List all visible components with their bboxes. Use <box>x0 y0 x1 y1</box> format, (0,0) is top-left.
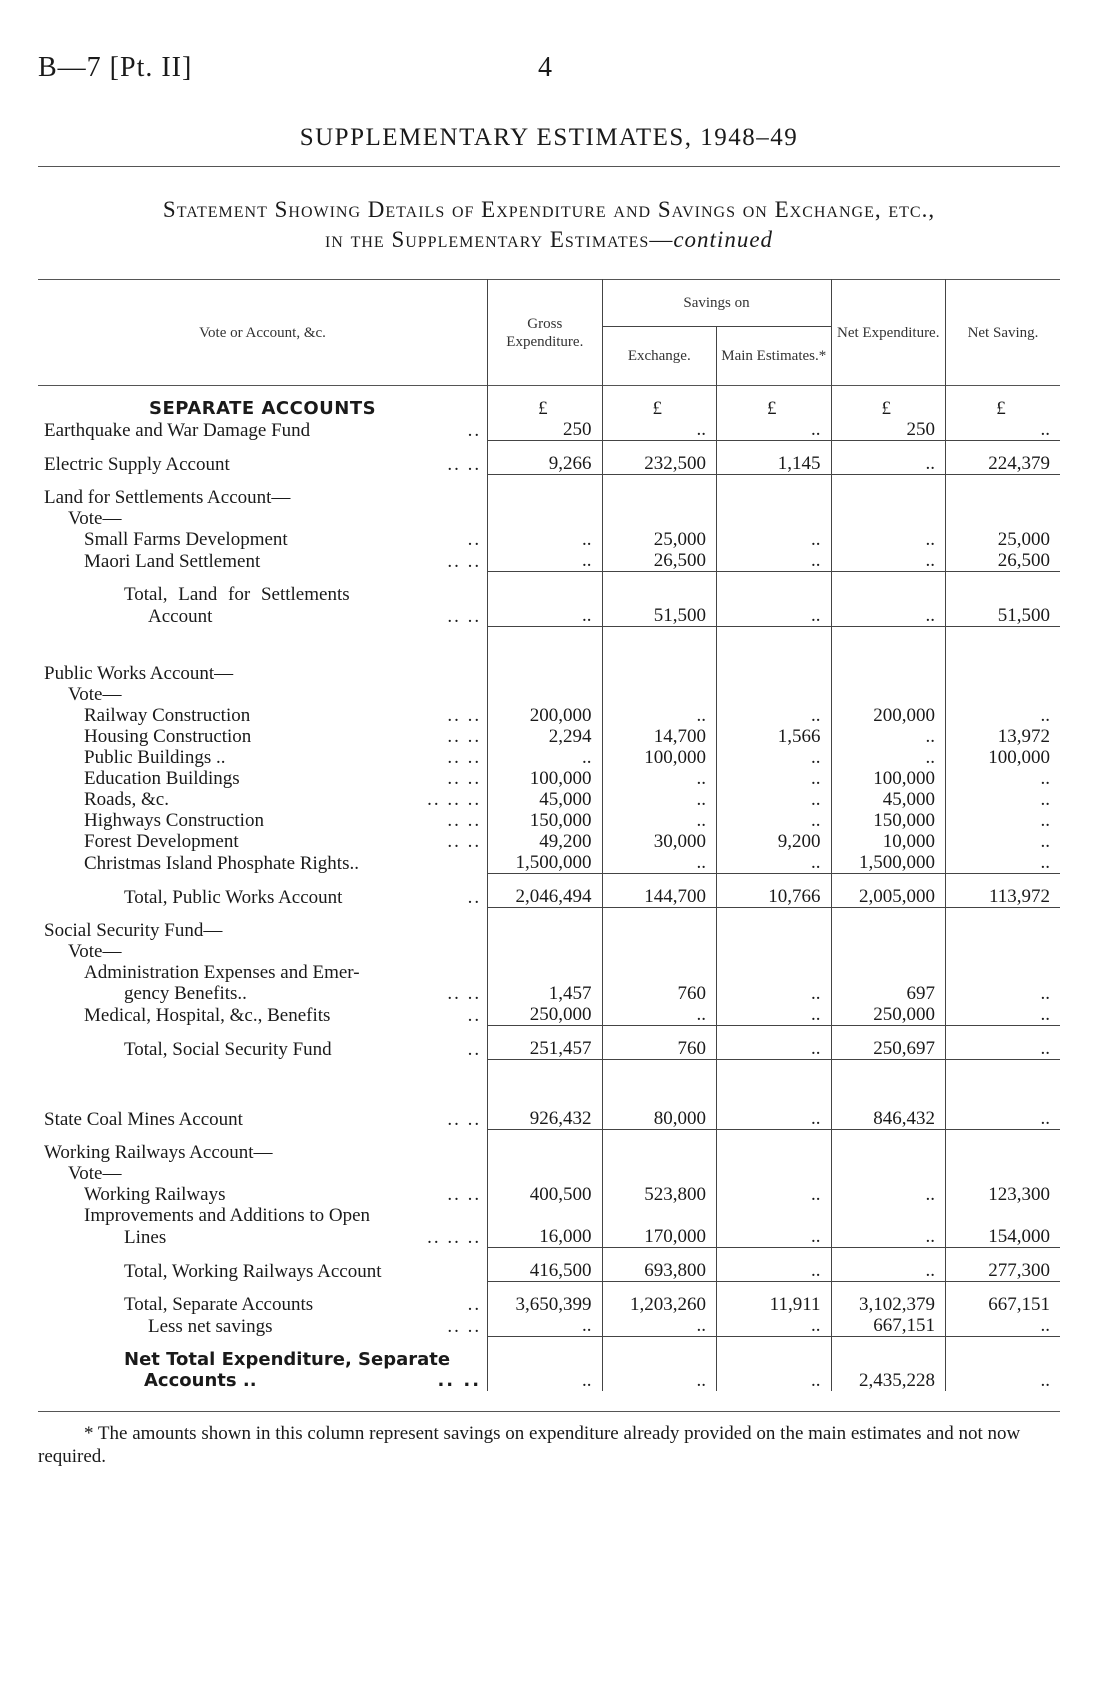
gross-expenditure-cell: 200,000 <box>488 705 602 726</box>
vote-label-row <box>38 684 1060 705</box>
main-estimates-saving-cell: .. <box>717 1370 831 1391</box>
exchange-saving-cell: .. <box>602 419 716 441</box>
main-estimates-saving-cell: .. <box>717 789 831 810</box>
exchange-saving-cell: 523,800 <box>602 1184 716 1205</box>
gross-expenditure-cell: 16,000 <box>488 1226 602 1248</box>
gross-expenditure-cell: 416,500 <box>488 1260 602 1282</box>
gross-expenditure-cell: .. <box>488 550 602 572</box>
leader-dots: .. <box>467 529 482 550</box>
main-estimates-saving-cell: .. <box>717 419 831 441</box>
row-label-cell <box>38 529 488 550</box>
exchange-saving-cell: 232,500 <box>602 453 716 475</box>
exchange-saving-cell: 14,700 <box>602 726 716 747</box>
net-expenditure-cell: 100,000 <box>831 768 945 789</box>
vote-label: Vote— <box>68 684 122 705</box>
table-row <box>38 550 1060 572</box>
exchange-saving-cell: 80,000 <box>602 1108 716 1130</box>
label-row <box>38 1205 1060 1226</box>
row-label-cell <box>38 705 488 726</box>
row-label: Education Buildings <box>84 768 240 789</box>
leader-dots: .. .. <box>447 550 482 572</box>
table-row <box>38 726 1060 747</box>
table-header <box>38 280 1060 386</box>
group-heading-land: Land for Settlements Account— <box>44 487 291 508</box>
row-label-cell <box>38 983 488 1004</box>
gross-expenditure-cell: 251,457 <box>488 1038 602 1060</box>
net-saving-cell: 123,300 <box>945 1184 1060 1205</box>
net-saving-cell: 100,000 <box>945 747 1060 768</box>
table-row <box>38 1184 1060 1205</box>
gross-expenditure-cell: 45,000 <box>488 789 602 810</box>
gross-expenditure-cell: .. <box>488 747 602 768</box>
gross-expenditure-cell: 49,200 <box>488 831 602 852</box>
group-heading-row <box>38 663 1060 684</box>
leader-dots: .. .. <box>447 747 482 768</box>
group-heading-row <box>38 487 1060 508</box>
leader-dots: .. .. <box>447 726 482 747</box>
table-row <box>38 1315 1060 1337</box>
col-main-estimates: Main Estimates.* <box>717 327 831 386</box>
currency-symbol: £ <box>602 398 716 419</box>
main-estimates-saving-cell: .. <box>717 747 831 768</box>
exchange-saving-cell: 25,000 <box>602 529 716 550</box>
gross-expenditure-cell: 926,432 <box>488 1108 602 1130</box>
row-label: Electric Supply Account <box>44 453 230 475</box>
row-label-cell <box>38 1315 488 1337</box>
net-saving-cell: 13,972 <box>945 726 1060 747</box>
row-label: Working Railways <box>84 1184 226 1205</box>
gross-expenditure-cell: 250 <box>488 419 602 441</box>
net-saving-cell: 277,300 <box>945 1260 1060 1282</box>
gross-expenditure-cell: .. <box>488 1370 602 1391</box>
exchange-saving-cell: 170,000 <box>602 1226 716 1248</box>
net-total-label-row <box>38 1349 1060 1370</box>
exchange-saving-cell: 693,800 <box>602 1260 716 1282</box>
main-estimates-saving-cell: .. <box>717 1260 831 1282</box>
row-label: Maori Land Settlement <box>84 550 261 572</box>
net-saving-cell: .. <box>945 1038 1060 1060</box>
currency-symbol: £ <box>945 398 1060 419</box>
exchange-saving-cell: .. <box>602 1004 716 1026</box>
gross-expenditure-cell: 2,046,494 <box>488 886 602 908</box>
group-heading-row <box>38 1142 1060 1163</box>
table-row <box>38 1004 1060 1026</box>
improvements-label: Improvements and Additions to Open <box>84 1205 371 1226</box>
exchange-saving-cell: .. <box>602 768 716 789</box>
row-label: gency Benefits.. <box>124 983 247 1004</box>
vote-label-row <box>38 508 1060 529</box>
row-label-cell <box>38 1108 488 1130</box>
row-label: Total, Separate Accounts <box>124 1294 314 1315</box>
leader-dots: .. .. <box>437 1370 482 1391</box>
row-label: Small Farms Development <box>84 529 288 550</box>
net-saving-cell: .. <box>945 810 1060 831</box>
net-expenditure-cell: .. <box>831 1184 945 1205</box>
leader-dots: .. <box>467 886 482 908</box>
exchange-saving-cell: .. <box>602 705 716 726</box>
leader-dots: .. .. <box>447 705 482 726</box>
main-estimates-saving-cell: .. <box>717 705 831 726</box>
leader-dots: .. .. <box>447 605 482 627</box>
main-estimates-saving-cell: 9,200 <box>717 831 831 852</box>
net-saving-cell: .. <box>945 419 1060 441</box>
net-saving-cell: .. <box>945 1004 1060 1026</box>
currency-symbol: £ <box>717 398 831 419</box>
net-expenditure-cell: 250,697 <box>831 1038 945 1060</box>
main-estimates-saving-cell: .. <box>717 1184 831 1205</box>
expenditure-table <box>38 279 1060 1391</box>
total-land-label-2: Account <box>148 605 213 627</box>
main-estimates-saving-cell: .. <box>717 1108 831 1130</box>
net-saving-cell: 224,379 <box>945 453 1060 475</box>
currency-symbol: £ <box>488 398 602 419</box>
statement-title-line1: Statement Showing Details of Expenditure and Savings on Exchange, etc., <box>162 197 936 222</box>
main-estimates-saving-cell: .. <box>717 529 831 550</box>
vote-label: Vote— <box>68 508 122 529</box>
leader-dots: .. .. <box>447 983 482 1004</box>
row-label: Accounts .. <box>144 1370 257 1391</box>
total-row <box>38 1294 1060 1315</box>
exchange-saving-cell: 26,500 <box>602 550 716 572</box>
net-expenditure-cell: 1,500,000 <box>831 852 945 874</box>
col-vote: Vote or Account, &c. <box>199 324 326 341</box>
total-land-net-saving: 51,500 <box>945 605 1060 627</box>
admin-label: Administration Expenses and Emer- <box>84 962 360 983</box>
main-estimates-saving-cell: 1,566 <box>717 726 831 747</box>
exchange-saving-cell: 144,700 <box>602 886 716 908</box>
group-heading-social-security: Social Security Fund— <box>44 920 223 941</box>
exchange-saving-cell: .. <box>602 1370 716 1391</box>
main-estimates-saving-cell: .. <box>717 550 831 572</box>
row-label-cell <box>38 419 488 441</box>
net-expenditure-cell: 697 <box>831 983 945 1004</box>
net-expenditure-cell: .. <box>831 529 945 550</box>
leader-dots: .. .. .. <box>427 789 482 810</box>
row-label: Public Buildings .. <box>84 747 226 768</box>
exchange-saving-cell: 30,000 <box>602 831 716 852</box>
row-label: Highways Construction <box>84 810 264 831</box>
main-estimates-saving-cell: 1,145 <box>717 453 831 475</box>
total-land-main: .. <box>717 605 831 627</box>
table-row <box>38 453 1060 475</box>
net-saving-cell: 667,151 <box>945 1294 1060 1315</box>
total-row <box>38 886 1060 908</box>
gross-expenditure-cell: 150,000 <box>488 810 602 831</box>
net-expenditure-cell: 250 <box>831 419 945 441</box>
main-estimates-saving-cell: .. <box>717 1038 831 1060</box>
group-heading-working-railways: Working Railways Account— <box>44 1142 273 1163</box>
row-label: Less net savings <box>148 1315 273 1337</box>
row-label-cell <box>38 1038 488 1060</box>
net-expenditure-cell: 3,102,379 <box>831 1294 945 1315</box>
table-row <box>38 419 1060 441</box>
total-row <box>38 1038 1060 1060</box>
leader-dots: .. <box>467 1294 482 1315</box>
row-label-cell <box>38 831 488 852</box>
footnote: * The amounts shown in this column represent savings on expenditure already provided on the main estimates and not now required. <box>38 1411 1060 1468</box>
main-estimates-saving-cell: 10,766 <box>717 886 831 908</box>
table-row <box>38 983 1060 1004</box>
col-net-expenditure: Net Expenditure. <box>831 280 945 386</box>
leader-dots: .. .. <box>447 453 482 475</box>
gross-expenditure-cell: 2,294 <box>488 726 602 747</box>
row-label-cell <box>38 1004 488 1026</box>
net-saving-cell: 26,500 <box>945 550 1060 572</box>
main-estimates-saving-cell: 11,911 <box>717 1294 831 1315</box>
main-estimates-saving-cell: .. <box>717 810 831 831</box>
exchange-saving-cell: 760 <box>602 983 716 1004</box>
net-saving-cell: 113,972 <box>945 886 1060 908</box>
label-row <box>38 962 1060 983</box>
row-label-cell <box>38 453 488 475</box>
row-label-cell <box>38 768 488 789</box>
main-estimates-saving-cell: .. <box>717 1226 831 1248</box>
gross-expenditure-cell: 1,500,000 <box>488 852 602 874</box>
vote-label-row <box>38 941 1060 962</box>
table-row <box>38 768 1060 789</box>
net-expenditure-cell: 10,000 <box>831 831 945 852</box>
row-label-cell <box>38 789 488 810</box>
row-label-cell <box>38 1184 488 1205</box>
statement-title-continued: continued <box>673 227 774 252</box>
exchange-saving-cell: .. <box>602 789 716 810</box>
table-row <box>38 529 1060 550</box>
table-body <box>38 386 1060 1392</box>
row-label-cell <box>38 1294 488 1315</box>
net-saving-cell: 154,000 <box>945 1226 1060 1248</box>
net-saving-cell: .. <box>945 789 1060 810</box>
row-label: Roads, &c. <box>84 789 169 810</box>
net-expenditure-cell: 250,000 <box>831 1004 945 1026</box>
running-head <box>38 52 1060 92</box>
table-row <box>38 1226 1060 1248</box>
row-label: Earthquake and War Damage Fund <box>44 419 311 441</box>
table-row <box>38 831 1060 852</box>
row-label: Lines <box>124 1226 167 1248</box>
total-land-net-exp: .. <box>831 605 945 627</box>
main-estimates-saving-cell: .. <box>717 852 831 874</box>
gross-expenditure-cell: 100,000 <box>488 768 602 789</box>
leader-dots: .. .. .. <box>427 1226 482 1248</box>
main-estimates-saving-cell: .. <box>717 983 831 1004</box>
row-label-cell <box>38 1370 488 1391</box>
table-row <box>38 810 1060 831</box>
currency-symbol: £ <box>831 398 945 419</box>
net-expenditure-cell: 45,000 <box>831 789 945 810</box>
row-label: Housing Construction <box>84 726 252 747</box>
net-saving-cell: .. <box>945 705 1060 726</box>
net-total-label: Net Total Expenditure, Separate <box>124 1349 451 1370</box>
net-saving-cell: .. <box>945 831 1060 852</box>
table-row <box>38 747 1060 768</box>
net-saving-cell: .. <box>945 1370 1060 1391</box>
row-label-cell <box>38 747 488 768</box>
table-row <box>38 1108 1060 1130</box>
row-label: Forest Development <box>84 831 239 852</box>
net-expenditure-cell: 846,432 <box>831 1108 945 1130</box>
leader-dots: .. .. <box>447 831 482 852</box>
row-label: Total, Public Works Account <box>124 886 343 908</box>
row-label: State Coal Mines Account <box>44 1108 243 1130</box>
table-row <box>38 789 1060 810</box>
leader-dots: .. <box>467 419 482 441</box>
net-expenditure-cell: 150,000 <box>831 810 945 831</box>
row-label-cell <box>38 1260 488 1282</box>
total-label-row <box>38 584 1060 605</box>
row-label: Medical, Hospital, &c., Benefits <box>84 1004 331 1026</box>
exchange-saving-cell: .. <box>602 810 716 831</box>
table-row <box>38 705 1060 726</box>
net-expenditure-cell: .. <box>831 726 945 747</box>
vote-label-row <box>38 1163 1060 1184</box>
leader-dots: .. .. <box>447 1184 482 1205</box>
col-exchange: Exchange. <box>602 327 716 386</box>
group-heading-row <box>38 920 1060 941</box>
col-net-saving: Net Saving. <box>945 280 1060 386</box>
net-saving-cell: .. <box>945 768 1060 789</box>
exchange-saving-cell: .. <box>602 1315 716 1337</box>
document-page <box>38 52 1060 1468</box>
gross-expenditure-cell: 1,457 <box>488 983 602 1004</box>
net-saving-cell: .. <box>945 983 1060 1004</box>
gross-expenditure-cell: .. <box>488 529 602 550</box>
net-expenditure-cell: .. <box>831 550 945 572</box>
col-gross-expenditure: Gross Expenditure. <box>488 280 602 386</box>
section-heading-row <box>38 398 1060 419</box>
row-label-cell <box>38 1226 488 1248</box>
net-expenditure-cell: .. <box>831 453 945 475</box>
leader-dots: .. <box>467 1004 482 1026</box>
net-expenditure-cell: .. <box>831 747 945 768</box>
net-expenditure-cell: 2,435,228 <box>831 1370 945 1391</box>
exchange-saving-cell: .. <box>602 852 716 874</box>
net-saving-cell: .. <box>945 1108 1060 1130</box>
statement-title-line2 <box>38 225 1060 255</box>
exchange-saving-cell: 1,203,260 <box>602 1294 716 1315</box>
exchange-saving-cell: 760 <box>602 1038 716 1060</box>
table-row <box>38 852 1060 874</box>
row-label: Christmas Island Phosphate Rights.. <box>84 852 359 874</box>
gross-expenditure-cell: 250,000 <box>488 1004 602 1026</box>
row-label: Railway Construction <box>84 705 251 726</box>
row-label-cell <box>38 550 488 572</box>
total-land-label: Total, Land for Settlements <box>124 584 350 605</box>
net-expenditure-cell: 200,000 <box>831 705 945 726</box>
total-land-exchange: 51,500 <box>602 605 716 627</box>
statement-title-line2-text: in the Supplementary Estimates— <box>324 227 674 252</box>
leader-dots: .. .. <box>447 810 482 831</box>
total-row <box>38 1260 1060 1282</box>
row-label-cell <box>38 726 488 747</box>
net-total-row <box>38 1370 1060 1391</box>
row-label-cell <box>38 810 488 831</box>
total-land-label-cont <box>38 605 488 627</box>
vote-label: Vote— <box>68 941 122 962</box>
net-expenditure-cell: 2,005,000 <box>831 886 945 908</box>
row-label-cell <box>38 886 488 908</box>
exchange-saving-cell: 100,000 <box>602 747 716 768</box>
statement-title <box>38 195 1060 255</box>
main-estimates-saving-cell: .. <box>717 1004 831 1026</box>
gross-expenditure-cell: .. <box>488 1315 602 1337</box>
leader-dots: .. .. <box>447 1315 482 1337</box>
vote-label: Vote— <box>68 1163 122 1184</box>
net-expenditure-cell: 667,151 <box>831 1315 945 1337</box>
row-label-cell <box>38 852 488 874</box>
net-saving-cell: 25,000 <box>945 529 1060 550</box>
row-label: Total, Working Railways Account <box>124 1260 382 1282</box>
page-number: 4 <box>538 52 552 83</box>
row-label: Total, Social Security Fund <box>124 1038 332 1060</box>
document-reference: B—7 [Pt. II] <box>38 52 193 83</box>
main-estimates-saving-cell: .. <box>717 1315 831 1337</box>
page-title: SUPPLEMENTARY ESTIMATES, 1948–49 <box>299 124 799 151</box>
net-saving-cell: .. <box>945 852 1060 874</box>
gross-expenditure-cell: 9,266 <box>488 453 602 475</box>
title-rule <box>38 166 1060 167</box>
gross-expenditure-cell: 400,500 <box>488 1184 602 1205</box>
leader-dots: .. <box>467 1038 482 1060</box>
leader-dots: .. .. <box>447 1108 482 1130</box>
col-savings-on: Savings on <box>602 280 831 327</box>
group-heading-public-works: Public Works Account— <box>44 663 234 684</box>
net-expenditure-cell: .. <box>831 1226 945 1248</box>
net-expenditure-cell: .. <box>831 1260 945 1282</box>
net-saving-cell: .. <box>945 1315 1060 1337</box>
section-heading: SEPARATE ACCOUNTS <box>149 398 377 419</box>
gross-expenditure-cell: 3,650,399 <box>488 1294 602 1315</box>
total-row <box>38 605 1060 627</box>
leader-dots: .. .. <box>447 768 482 789</box>
total-land-gross: .. <box>488 605 602 627</box>
main-estimates-saving-cell: .. <box>717 768 831 789</box>
